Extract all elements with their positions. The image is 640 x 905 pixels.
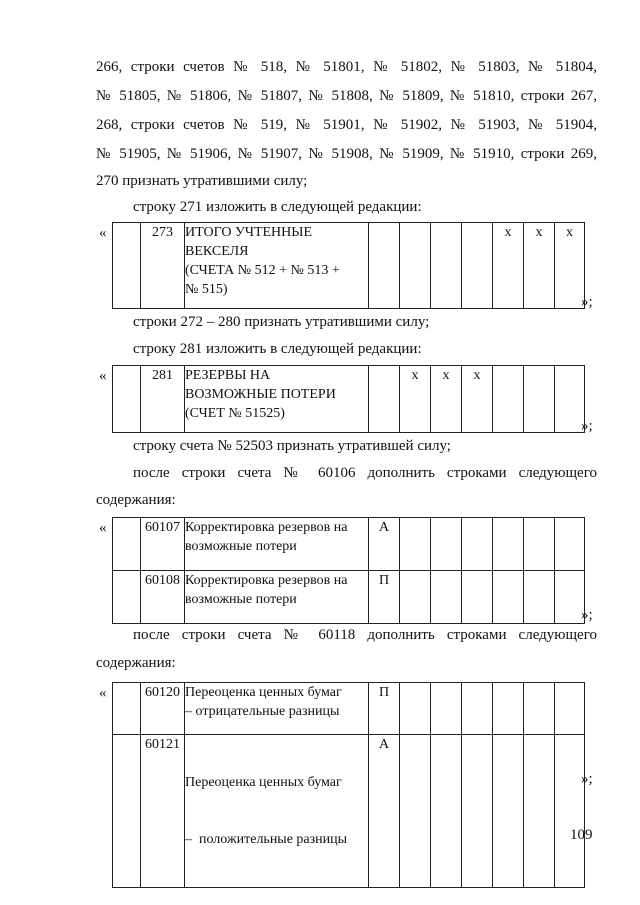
mark-cell [431,223,462,309]
closing-quote: »; [581,418,593,434]
name-line: РЕЗЕРВЫ НА [185,368,271,383]
closing-quote: »; [581,607,593,623]
instruction-line-60106: после строки счета № 60106 дополнить строками следующего [133,465,597,481]
empty-cell [524,518,555,571]
opening-quote: « [99,225,107,241]
empty-cell [431,518,462,571]
mark-cell [369,366,400,433]
name-line: (СЧЕТ № 51525) [185,406,285,421]
empty-cell [524,683,555,735]
row-number: 60120 [141,683,185,735]
row-number: 281 [141,366,185,433]
empty-cell [524,571,555,624]
empty-cell [113,518,141,571]
paragraph-line-4: № 51905, № 51906, № 51907, № 51908, № 51909, № 51910, строки 269, [96,146,597,162]
empty-cell [555,683,585,735]
mark-cell: х [524,223,555,309]
row-name [185,683,369,735]
opening-quote: « [99,685,107,701]
name-line: – положительные разницы [185,832,348,847]
empty-cell [400,571,431,624]
mark-cell: х [400,366,431,433]
empty-cell [462,683,493,735]
page-number: 109 [570,827,593,843]
empty-cell [493,683,524,735]
account-sign-cell: А [369,518,400,571]
empty-cell [555,518,585,571]
row-name [185,366,369,433]
name-line: Корректировка резервов на [185,573,348,588]
name-line: ИТОГО УЧТЕННЫЕ [185,225,313,240]
mark-cell: х [555,223,585,309]
mark-cell: х [493,223,524,309]
closing-quote: »; [581,294,593,310]
account-sign-cell: П [369,571,400,624]
mark-cell [555,366,585,433]
paragraph-line-3: 268, строки счетов № 519, № 51901, № 51902, № 51903, № 51904, [96,117,597,133]
name-line: возможные потери [185,592,297,607]
name-line: № 515) [185,282,228,297]
row-number: 60108 [141,571,185,624]
instruction-line-271: строку 271 изложить в следующей редакции: [133,199,422,215]
mark-cell [493,366,524,433]
empty-cell [555,735,585,888]
mark-cell [369,223,400,309]
mark-cell [524,366,555,433]
row-number: 273 [141,223,185,309]
name-line: возможные потери [185,539,297,554]
table-rows-60107-60108 [112,517,585,624]
name-line: Корректировка резервов на [185,520,348,535]
empty-cell [113,571,141,624]
table-row-273 [112,222,585,309]
empty-cell [431,735,462,888]
empty-cell [524,735,555,888]
table-row-281 [112,365,585,433]
row-name [185,735,369,888]
empty-cell [555,571,585,624]
name-line: – отрицательные разницы [185,704,340,719]
empty-cell [431,571,462,624]
paragraph-line-1: 266, строки счетов № 518, № 51801, № 51802, № 51803, № 51804, [96,59,597,75]
name-line: (СЧЕТА № 512 + № 513 + [185,263,340,278]
opening-quote: « [99,520,107,536]
row-name [185,223,369,309]
empty-cell [493,571,524,624]
name-line: ВЕКСЕЛЯ [185,244,249,259]
empty-cell [462,735,493,888]
empty-cell [400,683,431,735]
instruction-line-52503: строку счета № 52503 признать утратившей силу; [133,438,451,454]
instruction-line-60118-cont: содержания: [96,655,176,671]
empty-cell [493,735,524,888]
mark-cell: х [431,366,462,433]
mark-cell: х [462,366,493,433]
paragraph-line-2: № 51805, № 51806, № 51807, № 51808, № 51809, № 51810, строки 267, [96,88,597,104]
instruction-line-272: строки 272 – 280 признать утратившими силу; [133,314,430,330]
empty-cell [113,683,141,735]
empty-cell [400,735,431,888]
instruction-line-60118: после строки счета № 60118 дополнить строками следующего [133,627,597,643]
instruction-line-281: строку 281 изложить в следующей редакции: [133,341,422,357]
account-sign-cell: А [369,735,400,888]
empty-cell [113,223,141,309]
row-number: 60107 [141,518,185,571]
paragraph-line-5: 270 признать утратившими силу; [96,173,308,189]
mark-cell [400,223,431,309]
row-name [185,571,369,624]
empty-cell [431,683,462,735]
mark-cell [462,223,493,309]
instruction-line-60106-cont: содержания: [96,492,176,508]
row-name [185,518,369,571]
table-rows-60120-60121 [112,682,585,888]
row-number: 60121 [141,735,185,888]
name-line: ВОЗМОЖНЫЕ ПОТЕРИ [185,387,336,402]
name-line: Переоценка ценных бумаг [185,775,342,790]
empty-cell [462,518,493,571]
empty-cell [113,735,141,888]
empty-cell [493,518,524,571]
name-line: Переоценка ценных бумаг [185,685,342,700]
empty-cell [462,571,493,624]
account-sign-cell: П [369,683,400,735]
empty-cell [400,518,431,571]
empty-cell [113,366,141,433]
closing-quote: »; [581,771,593,787]
opening-quote: « [99,368,107,384]
